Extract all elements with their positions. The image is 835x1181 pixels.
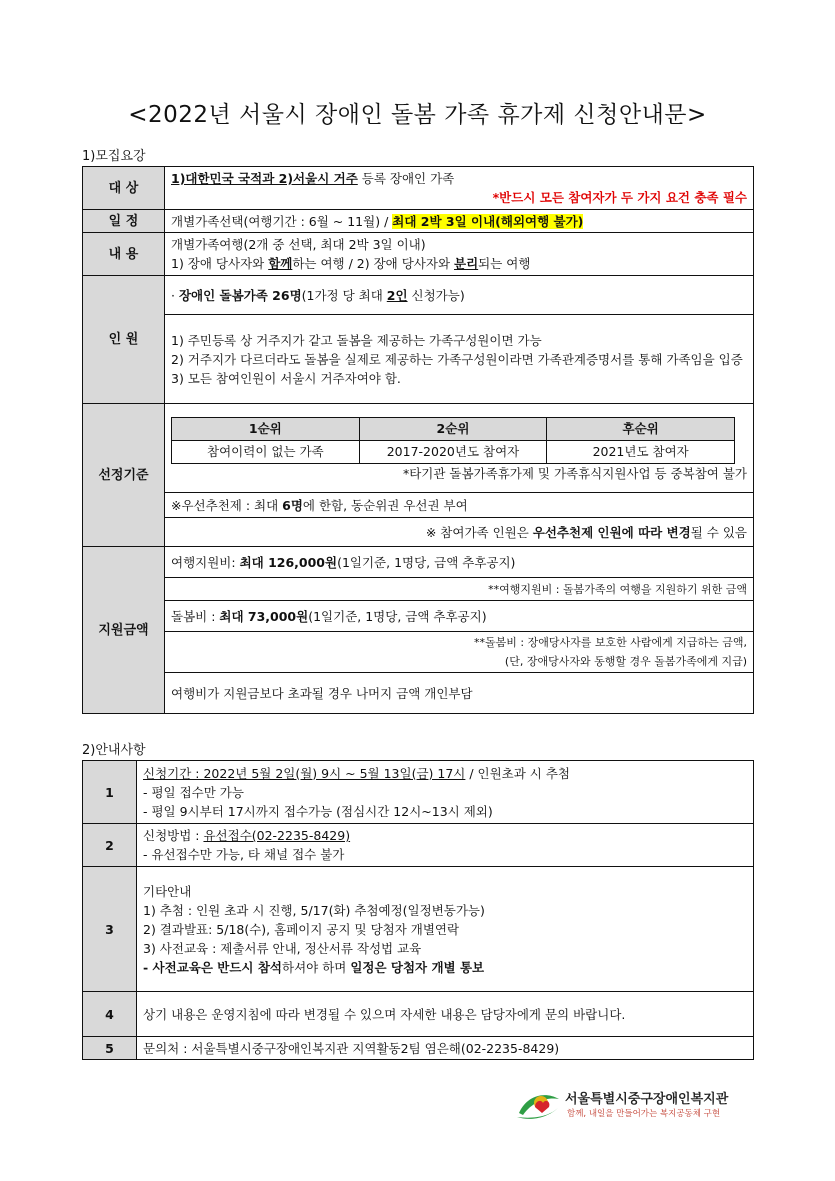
rank-table — [171, 417, 735, 464]
recruitment-table — [82, 166, 754, 714]
notice-3-line3: 2) 결과발표: 5/18(수), 홈페이지 공지 및 당첨자 개별연락 — [143, 921, 460, 937]
org-logo-icon — [515, 1087, 561, 1121]
target-row — [83, 167, 754, 210]
content-line2: 1) 장애 당사자와 함께하는 여행 / 2) 장애 당사자와 분리되는 여행 — [171, 256, 531, 271]
notice-2-line2: - 유선접수만 가능, 타 채널 접수 불가 — [143, 847, 345, 862]
notice-num-2: 2 — [83, 824, 137, 867]
notice-4-line1: 상기 내용은 운영지침에 따라 변경될 수 있으며 자세한 내용은 담당자에게 문의 바랍니다. — [137, 992, 754, 1037]
criteria-note-duplicate: *타기관 돌봄가족휴가제 및 가족휴식지원사업 등 중복참여 불가 — [402, 465, 747, 481]
section1-heading: 1)모집요강 — [82, 149, 146, 164]
target-requirement-rest: 등록 장애인 가족 — [357, 171, 455, 186]
notice-row-3 — [83, 867, 754, 992]
notice-table — [82, 760, 754, 1060]
people-summary: · 장애인 돌봄가족 26명(1가정 당 최대 2인 신청가능) — [165, 276, 754, 315]
criteria-label: 선정기준 — [83, 404, 165, 547]
notice-1-line2: - 평일 접수만 가능 — [143, 784, 244, 800]
rank-header-2: 2순위 — [359, 417, 547, 440]
criteria-change-note: ※ 참여가족 인원은 우선추천제 인원에 따라 변경될 수 있음 — [165, 518, 754, 547]
notice-3-line2: 1) 추첨 : 인원 초과 시 진행, 5/17(화) 추첨예정(일정변동가능) — [143, 902, 485, 918]
criteria-row-2 — [83, 493, 754, 518]
people-row-2 — [83, 315, 754, 404]
notice-3-line4: 3) 사전교육 : 제출서류 안내, 정산서류 작성법 교육 — [143, 940, 422, 956]
org-slogan: 함께, 내일을 만들어가는 복지공동체 구현 — [567, 1109, 721, 1119]
page-title: <2022년 서울시 장애인 돌봄 가족 휴가제 신청안내문> — [128, 102, 707, 128]
rank-value-1: 참여이력이 없는 가족 — [172, 440, 360, 463]
support-row-2 — [83, 578, 754, 601]
content-row — [83, 233, 754, 276]
notice-row-5 — [83, 1037, 754, 1060]
support-care: 돌봄비 : 최대 73,000원(1일기준, 1명당, 금액 추후공지) — [165, 601, 754, 632]
apply-period: 신청기간 : 2022년 5월 2일(월) 9시 ~ 5월 13일(금) 17시 — [143, 765, 466, 781]
support-row-3 — [83, 601, 754, 632]
support-row-1 — [83, 547, 754, 578]
criteria-priority: ※우선추천제 : 최대 6명에 한함, 동순위권 우선권 부여 — [165, 493, 754, 518]
notice-5-line1: 문의처 : 서울특별시중구장애인복지관 지역활동2팀 염은해(02-2235-8429) — [137, 1037, 754, 1060]
target-requirement: 1)대한민국 국적과 2)서울시 거주 — [171, 171, 358, 186]
org-logo — [515, 1085, 755, 1125]
notice-row-1 — [83, 761, 754, 824]
notice-3-line5: - 사전교육은 반드시 참석하셔야 하며 일정은 당첨자 개별 통보 — [143, 959, 485, 975]
people-label: 인 원 — [83, 276, 165, 404]
rank-value-2: 2017-2020년도 참여자 — [359, 440, 547, 463]
people-note-1: 1) 주민등록 상 거주지가 같고 돌봄을 제공하는 가족구성원이면 가능 — [171, 332, 542, 348]
notice-num-3: 3 — [83, 867, 137, 992]
criteria-row-3 — [83, 518, 754, 547]
notice-1-line3: - 평일 9시부터 17시까지 접수가능 (점심시간 12시~13시 제외) — [143, 803, 493, 819]
target-label: 대 상 — [83, 167, 165, 210]
notice-num-1: 1 — [83, 761, 137, 824]
notice-num-5: 5 — [83, 1037, 137, 1060]
notice-num-4: 4 — [83, 992, 137, 1037]
apply-method-phone: 유선접수(02-2235-8429) — [203, 828, 351, 843]
content-label: 내 용 — [83, 233, 165, 276]
schedule-highlight: 최대 2박 3일 이내(해외여행 불가) — [392, 213, 584, 229]
support-row-4 — [83, 632, 754, 673]
people-row-1 — [83, 276, 754, 315]
schedule-label: 일 정 — [83, 210, 165, 233]
schedule-text: 개별가족선택(여행기간 : 6월 ~ 11월) / — [171, 213, 393, 229]
criteria-row-1 — [83, 404, 754, 493]
schedule-row — [83, 210, 754, 233]
rank-header-3: 후순위 — [547, 417, 735, 440]
support-care-note-1: **돌봄비 : 장애당사자를 보호한 사람에게 지급하는 금액, — [474, 636, 747, 649]
support-excess: 여행비가 지원금보다 초과될 경우 나머지 금액 개인부담 — [165, 673, 754, 714]
rank-header-1: 1순위 — [172, 417, 360, 440]
support-row-5 — [83, 673, 754, 714]
notice-row-4 — [83, 992, 754, 1037]
apply-period-rest: / 인원초과 시 추첨 — [465, 765, 571, 781]
support-travel-note: **여행지원비 : 돌봄가족의 여행을 지원하기 위한 금액 — [165, 578, 754, 601]
notice-row-2 — [83, 824, 754, 867]
section2-heading: 2)안내사항 — [82, 743, 146, 758]
apply-method-label: 신청방법 : — [143, 828, 204, 843]
org-name: 서울특별시중구장애인복지관 — [565, 1092, 729, 1107]
support-care-note-2: (단, 장애당사자와 동행할 경우 돌봄가족에게 지급) — [504, 655, 747, 668]
people-note-2: 2) 거주지가 다르더라도 돌봄을 실제로 제공하는 가족구성원이라면 가족관계증명서를 통해 가족임을 입증 — [171, 351, 743, 367]
people-note-3: 3) 모든 참여인원이 서울시 거주자여야 함. — [171, 370, 401, 386]
support-label: 지원금액 — [83, 547, 165, 714]
content-line1: 개별가족여행(2개 중 선택, 최대 2박 3일 이내) — [171, 237, 426, 252]
target-note: *반드시 모든 참여자가 두 가지 요건 충족 필수 — [492, 190, 747, 205]
support-travel: 여행지원비: 최대 126,000원(1일기준, 1명당, 금액 추후공지) — [165, 547, 754, 578]
rank-value-3: 2021년도 참여자 — [547, 440, 735, 463]
notice-3-line1: 기타안내 — [143, 883, 192, 899]
